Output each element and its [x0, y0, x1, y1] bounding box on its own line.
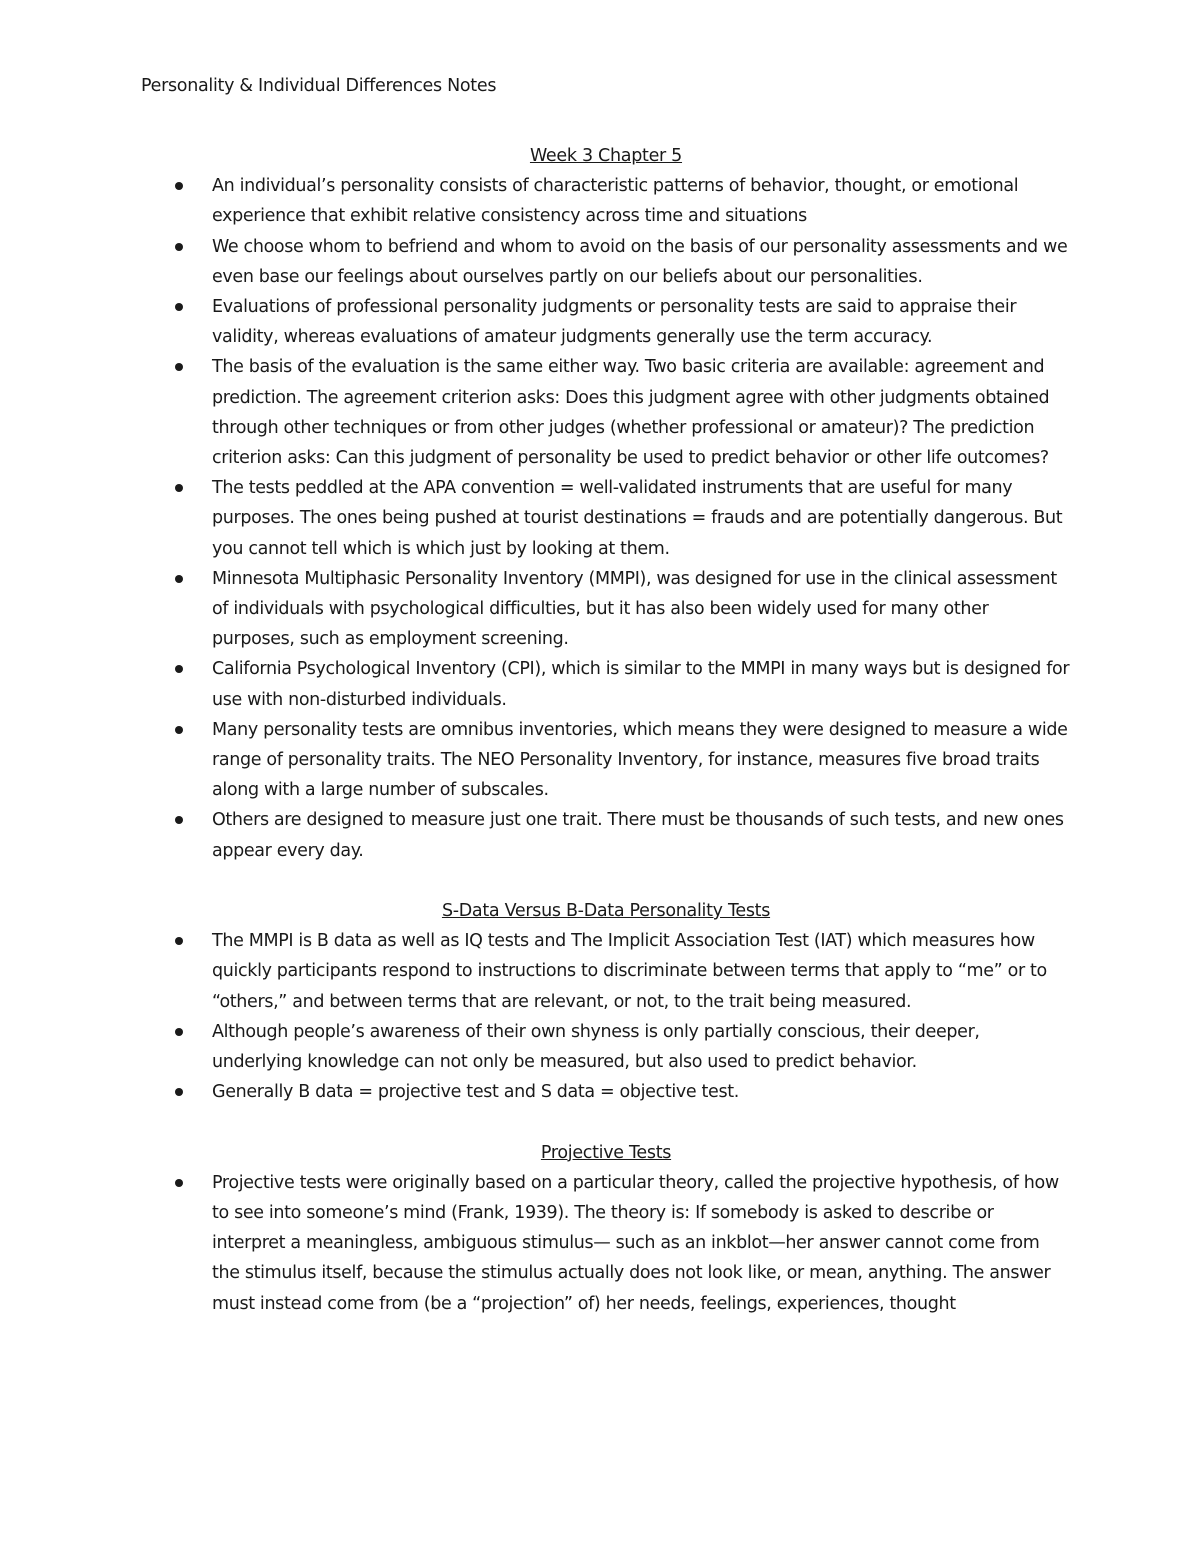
bullet-icon [175, 243, 183, 251]
bullet-text: The MMPI is B data as well as IQ tests and The Implicit Association Test (IAT) which measures how quickly participants respond to instructions to discriminate between terms that apply to “me” or to “others,” and between terms that are relevant, or not, to the trait being measured. [212, 931, 1047, 1012]
bullet-text: California Psychological Inventory (CPI), which is similar to the MMPI in many ways but is designed for use with non-disturbed individuals. [212, 659, 1070, 710]
list-item [141, 1168, 1071, 1319]
list-item [141, 564, 1071, 655]
bullet-text: Projective tests were originally based on a particular theory, called the projective hypothesis, of how to see into someone’s mind (Frank, 1939). The theory is: If somebody is asked to describe or interpret a meaningless, ambiguous stimulus— such as an inkblot—her answer cannot come from the stimulus itself, because the stimulus actually does not look like, or mean, anything. The answer must instead come from (be a “projection” of) her needs, feelings, experiences, thought [212, 1172, 1059, 1314]
bullet-icon [175, 1028, 183, 1036]
document-header: Personality & Individual Differences Notes [141, 76, 497, 96]
section-heading-s-data-b-data: S-Data Versus B-Data Personality Tests [441, 901, 771, 922]
list-item [141, 292, 1071, 352]
section-spacer [141, 866, 1071, 896]
bullet-text: Although people’s awareness of their own shyness is only partially conscious, their deeper, underlying knowledge can not only be measured, but also used to predict behavior. [212, 1021, 980, 1073]
bullet-text: Many personality tests are omnibus inventories, which means they were designed to measure a wide range of personality traits. The NEO Personality Inventory, for instance, measures five broad traits along with a large number of subscales. [212, 719, 1068, 801]
section-heading-week3: Week 3 Chapter 5 [529, 146, 683, 166]
list-item [141, 232, 1071, 292]
bullet-text: Minnesota Multiphasic Personality Inventory (MMPI), was designed for use in the clinical assessment of individuals with psychological difficulties, but it has also been widely used for many other purposes, such as employment screening. [212, 568, 1057, 650]
document-body [141, 141, 1071, 1319]
bullet-text: We choose whom to befriend and whom to avoid on the basis of our personality assessments and we even base our feelings about ourselves partly on our beliefs about our personalities. [212, 236, 1068, 287]
list-item [141, 171, 1071, 231]
bullet-icon [175, 363, 183, 371]
section-heading-projective-tests: Projective Tests [540, 1142, 672, 1163]
bullet-icon [175, 1179, 183, 1187]
list-item [141, 1017, 1071, 1077]
list-item [141, 926, 1071, 1017]
bullet-list-projective-tests [141, 1168, 1071, 1319]
list-item [141, 805, 1071, 865]
section-spacer [141, 1107, 1071, 1137]
bullet-icon [175, 575, 183, 583]
bullet-text: The tests peddled at the APA convention = well-validated instruments that are useful for many purposes. The ones being pushed at tourist destinations = frauds and are potentially dangerous. But you cannot tell which is which just by looking at them. [212, 478, 1063, 559]
list-item [141, 654, 1071, 714]
bullet-icon [175, 665, 183, 673]
bullet-text: Evaluations of professional personality judgments or personality tests are said to appraise their validity, whereas evaluations of amateur judgments generally use the term accuracy. [212, 297, 1017, 348]
bullet-icon [175, 816, 183, 824]
list-item [141, 715, 1071, 806]
list-item [141, 1077, 1071, 1107]
bullet-text: An individual’s personality consists of characteristic patterns of behavior, thought, or emotional experience that exhibit relative consistency across time and situations [212, 176, 1019, 227]
bullet-text: The basis of the evaluation is the same either way. Two basic criteria are available: agreement and prediction. The agreement criterion asks: Does this judgment agree with other judgments obtained through other techniques or from other judges (whether professional or amateur)? The prediction criterion asks: Can this judgment of personality be used to predict behavior or other life outcomes? [212, 357, 1050, 469]
list-item [141, 473, 1071, 564]
bullet-text: Others are designed to measure just one trait. There must be thousands of such tests, and new ones appear every day. [212, 810, 1064, 861]
bullet-icon [175, 484, 183, 492]
bullet-list-s-data-b-data [141, 926, 1071, 1107]
bullet-icon [175, 726, 183, 734]
list-item [141, 352, 1071, 473]
bullet-text: Generally B data = projective test and S data = objective test. [212, 1082, 739, 1103]
bullet-icon [175, 937, 183, 945]
bullet-icon [175, 303, 183, 311]
bullet-list-week3 [141, 171, 1071, 866]
bullet-icon [175, 1088, 183, 1096]
bullet-icon [175, 182, 183, 190]
